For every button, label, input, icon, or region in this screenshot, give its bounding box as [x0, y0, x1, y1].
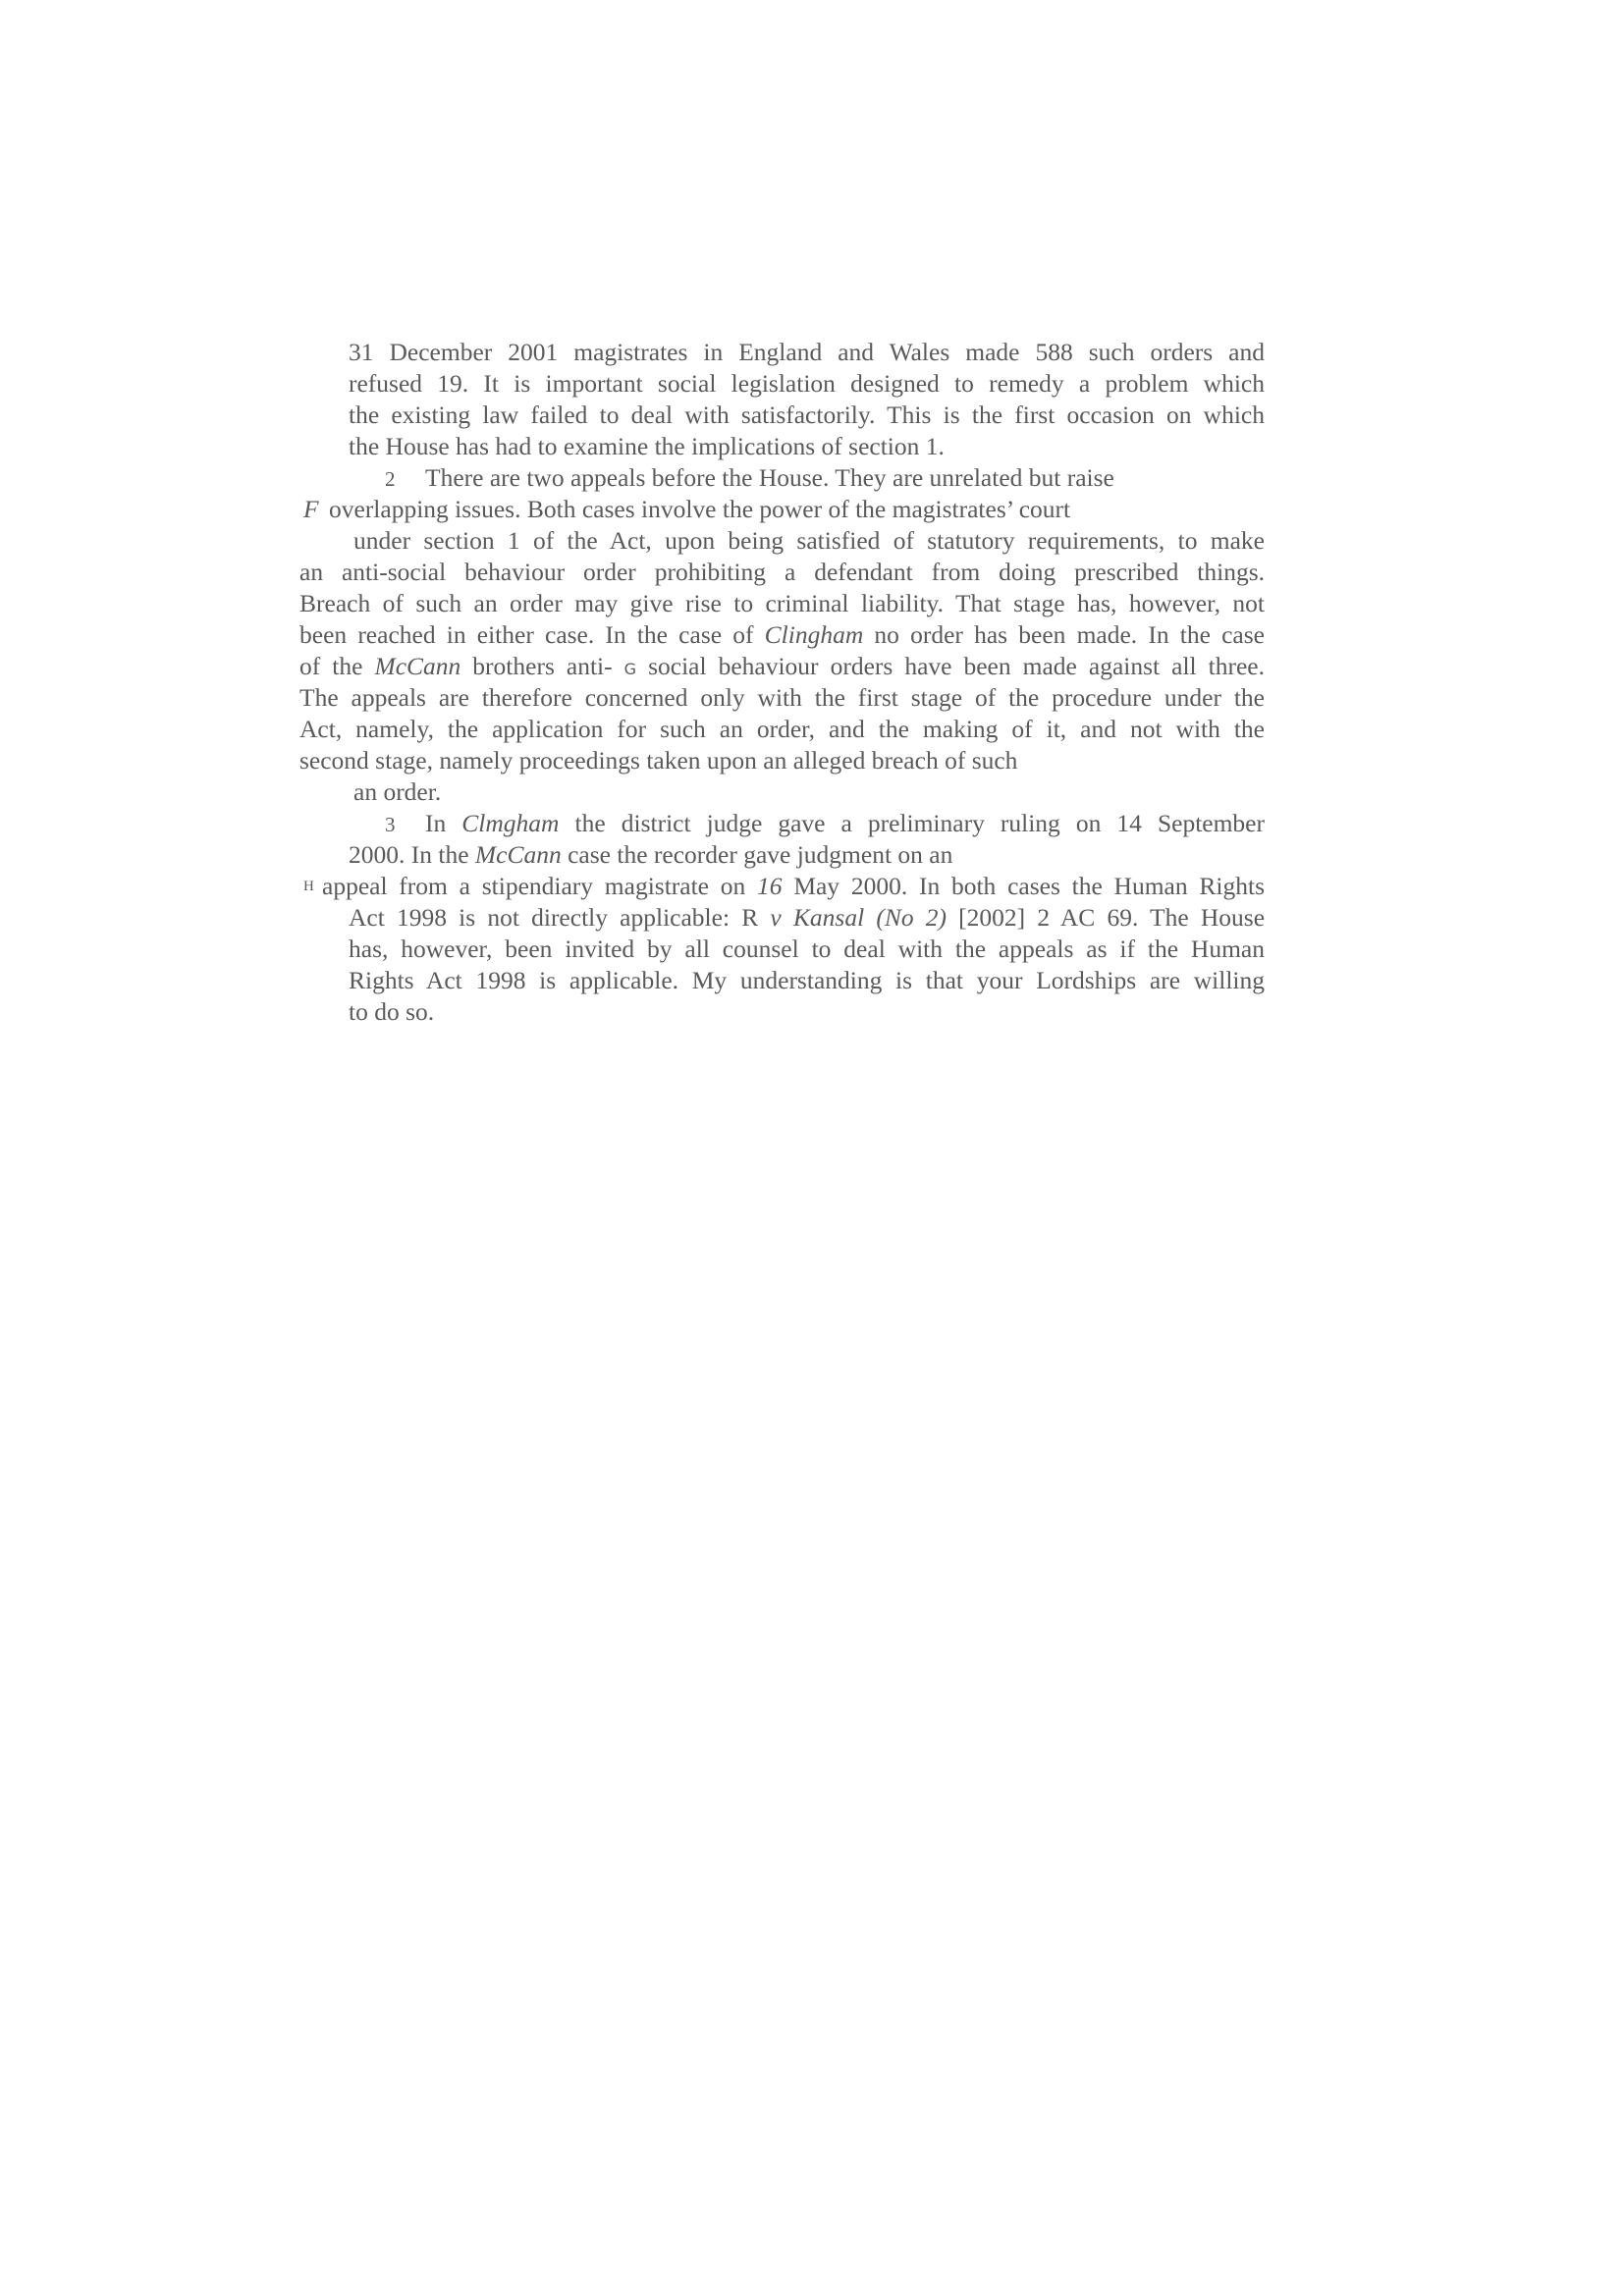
- text-line: [299, 745, 1017, 776]
- paragraph-number: [385, 462, 396, 494]
- paragraph-number: [385, 808, 396, 839]
- text-line-content: an order.: [353, 777, 442, 806]
- text-line-content: the House has had to examine the implications of section 1.: [349, 432, 945, 460]
- text-line-content: The appeals are therefore concerned only with the first stage of the procedure under the: [299, 683, 1265, 712]
- text-line-content: There are two appeals before the House. They are unrelated but raise: [425, 463, 1114, 492]
- text-segment: of the: [299, 652, 375, 680]
- text-segment: In: [425, 809, 462, 837]
- text-line: [349, 368, 1265, 400]
- paragraph-number-2: 2: [385, 467, 396, 491]
- text-line: [299, 714, 1265, 745]
- case-name-mccann: McCann: [474, 840, 562, 869]
- text-segment: social behaviour orders have been made against all three.: [636, 652, 1265, 680]
- margin-letter-h: [303, 871, 314, 902]
- margin-letter-h-text: H: [303, 879, 314, 894]
- text-line-content: refused 19. It is important social legislation designed to remedy a problem which: [349, 369, 1265, 398]
- text-line-content: Act, namely, the application for such an order, and the making of it, and not with the: [299, 715, 1265, 743]
- margin-letter-g: G: [623, 660, 637, 678]
- text-line: [353, 525, 1265, 557]
- margin-letter-f-text: F: [303, 495, 319, 523]
- text-line-content: [299, 652, 1265, 680]
- text-line-content: the existing law failed to deal with satisfactorily. This is the first occasion on which: [349, 400, 1265, 429]
- case-name-kansal: v Kansal (No 2): [770, 903, 947, 932]
- text-line: [349, 431, 945, 462]
- text-line: [425, 462, 1114, 494]
- text-line: [349, 839, 952, 871]
- text-line: [322, 871, 1265, 902]
- text-segment: appeal from a stipendiary magistrate on: [322, 872, 758, 900]
- paragraph-number-3: 3: [385, 813, 396, 836]
- date-day: 16: [757, 872, 783, 900]
- text-line: [349, 934, 1265, 965]
- text-line: [425, 808, 1265, 839]
- text-segment: brothers anti-: [460, 652, 624, 680]
- text-segment: case the recorder gave judgment on an: [561, 840, 953, 869]
- text-line-content: to do so.: [349, 997, 435, 1026]
- text-line-content: [322, 872, 1265, 900]
- text-line: [349, 996, 434, 1028]
- text-segment: no order has been made. In the case: [863, 620, 1265, 649]
- text-line-content: second stage, namely proceedings taken upon an alleged breach of such: [299, 746, 1018, 774]
- case-name-clmgham: Clmgham: [461, 809, 560, 837]
- text-line: [329, 494, 1070, 525]
- case-name-clingham: Clingham: [764, 620, 864, 649]
- text-line-content: under section 1 of the Act, upon being satisfied of statutory requirements, to make: [353, 526, 1265, 555]
- text-segment: [2002] 2 AC 69. The House: [947, 903, 1265, 932]
- text-line: [349, 337, 1265, 368]
- case-name-mccann: McCann: [374, 652, 461, 680]
- text-line: [353, 776, 441, 808]
- text-line: [299, 619, 1265, 651]
- text-line-content: has, however, been invited by all counsel to deal with the appeals as if the Human: [349, 934, 1265, 963]
- text-line-content: overlapping issues. Both cases involve the power of the magistrates’ court: [329, 495, 1071, 523]
- text-line: [349, 400, 1265, 431]
- text-line: [349, 902, 1265, 934]
- text-line-content: [349, 840, 952, 869]
- text-line-content: [349, 903, 1265, 932]
- text-line: [299, 651, 1265, 682]
- text-line: [299, 682, 1265, 714]
- text-line: [299, 588, 1265, 619]
- text-line-content: 31 December 2001 magistrates in England and Wales made 588 such orders and: [349, 338, 1265, 366]
- text-line-content: [299, 620, 1265, 649]
- text-line: [299, 557, 1265, 588]
- text-segment: 2000. In the: [349, 840, 475, 869]
- text-line-content: [425, 809, 1265, 837]
- text-line-content: Rights Act 1998 is applicable. My understanding is that your Lordships are willing: [349, 966, 1265, 994]
- text-segment: been reached in either case. In the case of: [299, 620, 765, 649]
- margin-letter-f: [303, 494, 319, 525]
- text-line-content: an anti-social behaviour order prohibiting a defendant from doing prescribed things.: [299, 558, 1265, 586]
- text-line-content: Breach of such an order may give rise to criminal liability. That stage has, however, not: [299, 589, 1265, 617]
- text-line: [349, 965, 1265, 996]
- text-segment: May 2000. In both cases the Human Rights: [782, 872, 1265, 900]
- text-segment: the district judge gave a preliminary ruling on 14 September: [559, 809, 1265, 837]
- text-segment: Act 1998 is not directly applicable: R: [349, 903, 771, 932]
